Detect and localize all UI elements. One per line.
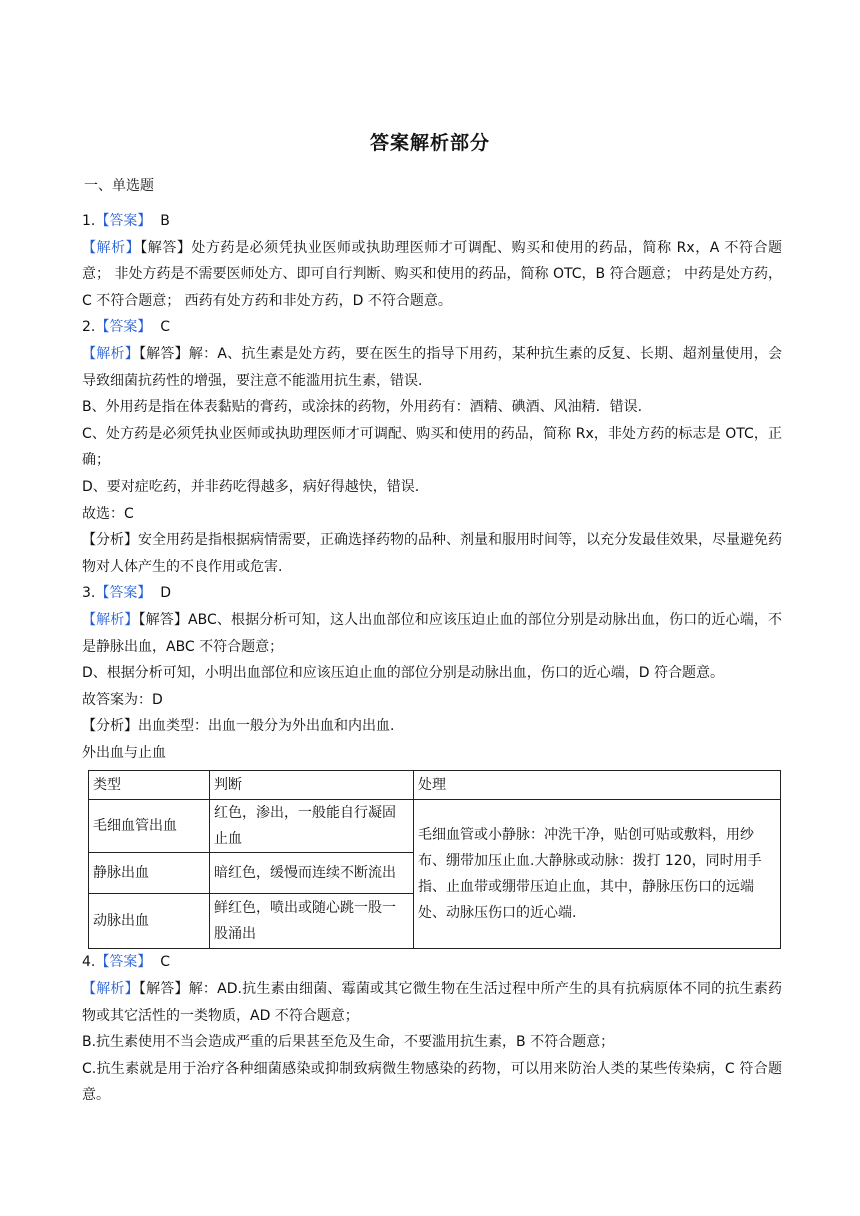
q3-answer-line	[82, 580, 782, 607]
q1-answer-line	[82, 208, 782, 235]
analysis-text: 【解答】解：AD.抗生素由细菌、霉菌或其它微生物在生活过程中所产生的具有抗病原体不同的抗生素药物或其它活性的一类物质，AD 不符合题意；	[82, 981, 783, 1024]
question-number: 1.	[82, 213, 96, 229]
table-header-row	[89, 771, 781, 800]
page-title: 答案解析部分	[369, 132, 490, 154]
q4-line-c: C.抗生素就是用于治疗各种细菌感染或抑制致病微生物感染的药物，可以用来防治人类的某些传染病，C 符合题意。	[82, 1060, 782, 1104]
q2-line-c: C、处方药是必须凭执业医师或执助理医师才可调配、购买和使用的药品，简称 Rx，非处方药的标志是 OTC，正确；	[82, 425, 782, 469]
analysis-tag: 【解析】	[82, 239, 141, 256]
answer-value: D	[160, 585, 172, 602]
table-cell: 暗红色，缓慢而连续不断流出	[210, 853, 414, 894]
question-number: 4.	[82, 954, 96, 971]
q2-fenxi: 【分析】安全用药是指根据病情需要，正确选择药物的品种、剂量和服用时间等，以充分发最佳效果，尽量避免药物对人体产生的不良作用或危害.	[82, 532, 782, 575]
analysis-text: 【解答】解：A、抗生素是处方药，要在医生的指导下用药，某种抗生素的反复、长期、超剂量使用，会导致细菌抗药性的增强，要注意不能滥用抗生素，错误.	[82, 345, 783, 389]
q2-line-b: B、外用药是指在体表黏贴的膏药，或涂抹的药物，外用药有：酒精、碘酒、风油精．错误.	[82, 399, 643, 416]
section-heading: 一、单选题	[84, 178, 154, 194]
table-cell-treatment: 毛细血管或小静脉：冲洗干净，贴创可贴或敷料，用纱布、绷带加压止血.大静脉或动脉：拨打 120，同时用手指、止血带或绷带压迫止血，其中，静脉压伤口的远端处、动脉压伤口的近心端.	[414, 800, 781, 949]
answer-value: C	[160, 319, 171, 336]
question-number: 2.	[82, 319, 96, 336]
table-header-cell: 判断	[210, 771, 414, 800]
question-number: 3.	[82, 585, 96, 602]
answer-value: B	[160, 213, 170, 229]
q2-line-d: D、要对症吃药，并非药吃得越多，病好得越快，错误.	[82, 478, 420, 495]
q2-choose: 故选：C	[82, 505, 134, 522]
analysis-text: 【解答】ABC、根据分析可知，这人出血部位和应该压迫止血的部位分别是动脉出血，伤口的近心端，不是静脉出血，ABC 不符合题意；	[82, 611, 782, 655]
q3-analysis	[82, 607, 782, 660]
analysis-text: 【解答】处方药是必须凭执业医师或执助理医师才可调配、购买和使用的药品，简称 Rx，A 不符合题意； 非处方药是不需要医师处方、即可自行判断、购买和使用的药品，简称 OTC，B 符合题意； 中药是处方药，C 不符合题意； 西药有处方药和非处方药，D 不符合题意。	[82, 239, 782, 309]
table-cell: 静脉出血	[89, 853, 210, 894]
q3-result: 故答案为：D	[82, 691, 163, 708]
answer-tag: 【答案】	[95, 319, 152, 336]
table-cell: 动脉出血	[89, 894, 210, 949]
table-row	[89, 800, 781, 853]
answer-value: C	[160, 954, 171, 971]
q4-line-b: B.抗生素使用不当会造成严重的后果甚至危及生命，不要滥用抗生素，B 不符合题意；	[82, 1034, 615, 1051]
answer-tag: 【答案】	[95, 213, 152, 229]
q3-fenxi: 【分析】出血类型：出血一般分为外出血和内出血.	[82, 718, 395, 735]
table-cell: 鲜红色，喷出或随心跳一股一股涌出	[210, 894, 414, 949]
table-caption: 外出血与止血	[82, 744, 166, 761]
analysis-tag: 【解析】	[82, 611, 139, 628]
analysis-tag: 【解析】	[82, 981, 139, 998]
q2-analysis	[82, 341, 782, 394]
q2-answer-line	[82, 314, 782, 341]
analysis-tag: 【解析】	[82, 345, 139, 362]
table-header-cell: 类型	[89, 771, 210, 800]
q4-answer-line	[82, 949, 782, 976]
q3-line-d: D、根据分析可知，小明出血部位和应该压迫止血的部位分别是动脉出血，伤口的近心端，D 符合题意。	[82, 665, 725, 682]
answer-tag: 【答案】	[95, 954, 152, 971]
table-cell: 红色，渗出，一般能自行凝固止血	[210, 800, 414, 853]
answer-body	[82, 208, 782, 1109]
table-cell: 毛细血管出血	[89, 800, 210, 853]
q1-analysis	[82, 235, 782, 315]
bleeding-table	[88, 770, 781, 949]
q4-analysis	[82, 976, 782, 1029]
table-header-cell: 处理	[414, 771, 781, 800]
answer-tag: 【答案】	[95, 585, 152, 602]
